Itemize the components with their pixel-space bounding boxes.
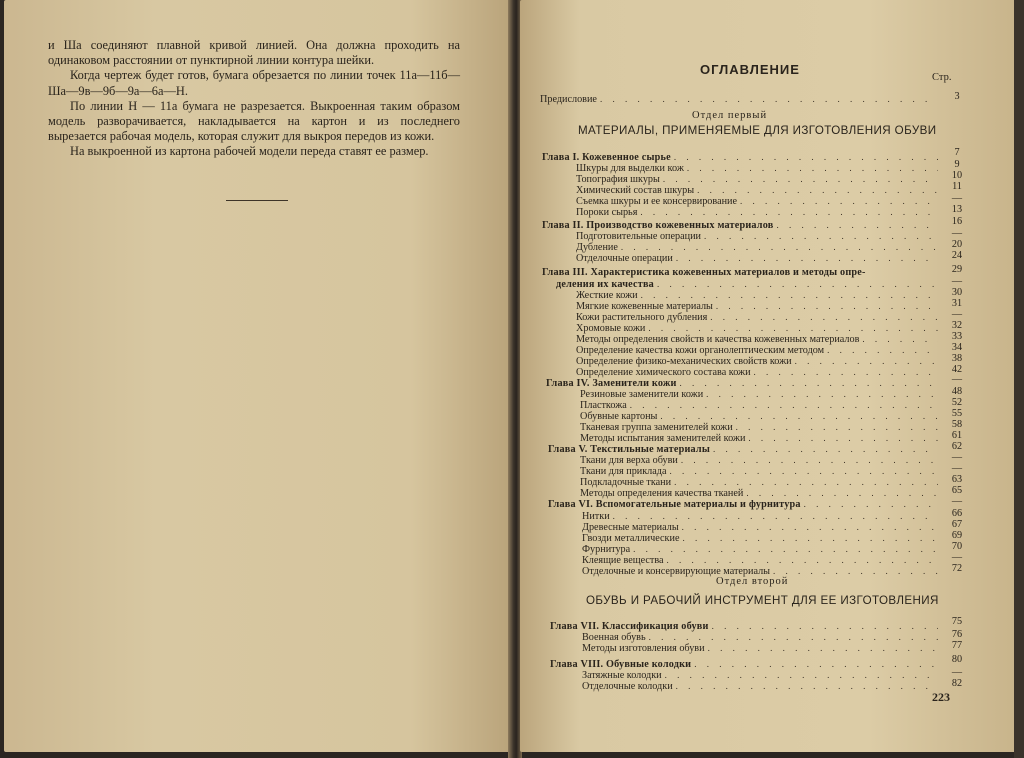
toc-entry-label: Гвозди металлические — [582, 533, 680, 544]
toc-page-number: 9 — [954, 159, 960, 170]
toc-entry-label: Определение физико-механических свойств кожи — [576, 356, 792, 367]
page-number: 223 — [932, 690, 950, 704]
toc-page-number: 30 — [951, 287, 963, 298]
toc-entry-label: Обувные картоны — [580, 411, 658, 422]
toc-entry-label: Глава V. Текстильные материалы — [548, 444, 710, 455]
toc-page-number: 75 — [951, 616, 963, 627]
toc-entry-label: Резиновые заменители кожи — [580, 389, 704, 400]
toc-page-number: 24 — [951, 250, 963, 261]
toc-entry-label: Ткани для приклада — [580, 466, 667, 477]
toc-page-number: 70 — [951, 541, 963, 552]
toc-page-number: 20 — [951, 239, 963, 250]
toc-page-number: 16 — [951, 216, 963, 227]
toc-page-number: — — [951, 552, 963, 563]
toc-entry-label: Кожи растительного дубления — [576, 312, 708, 323]
toc-entry-label: Пороки сырья — [576, 207, 638, 218]
toc-entry-label: Отделочные операции — [576, 253, 673, 264]
toc-page-number: 29 — [951, 264, 963, 275]
toc-entry — [576, 252, 938, 264]
toc-entry-label: Шкуры для выделки кож — [576, 163, 684, 174]
leader-dots — [676, 680, 938, 692]
leader-dots — [676, 252, 938, 264]
toc-page-number: — — [951, 463, 963, 474]
toc-page-number: 80 — [951, 654, 963, 665]
leader-dots — [804, 498, 938, 510]
toc-title: ОГЛАВЛЕНИЕ — [700, 62, 800, 77]
toc-entry-label: Глава VIII. Обувные колодки — [550, 659, 692, 670]
toc-page-number: 65 — [951, 485, 963, 496]
toc-page-number: — — [951, 496, 963, 507]
toc-page-number: 58 — [951, 419, 963, 430]
toc-entry-label: Глава VI. Вспомогательные материалы и фурнитура — [548, 499, 801, 510]
toc-entry-label: Предисловие — [540, 94, 597, 105]
paragraph: На выкроенной из картона рабочей модели переда ставят ее размер. — [70, 144, 429, 159]
leader-dots — [773, 565, 938, 577]
leader-dots — [708, 642, 938, 654]
toc-page-number: — — [951, 193, 963, 204]
toc-entry-label: Определение химического состава кожи — [576, 367, 751, 378]
paragraph: Когда чертеж будет готов, бумага обрезается по линии точек 11а—11б—Ша—9в—9б—9а—6а—Н. — [48, 68, 460, 98]
toc-entry-label: Клеящие вещества — [582, 555, 664, 566]
leader-dots — [600, 93, 938, 105]
toc-page-number: 31 — [951, 298, 963, 309]
toc-page-number: — — [951, 309, 963, 320]
leader-dots — [640, 206, 938, 218]
part1-label: Отдел первый — [692, 110, 768, 121]
toc-page-number: 52 — [951, 397, 963, 408]
page-edge — [1014, 0, 1024, 758]
paragraph: и Ша соединяют плавной кривой линией. Она должна проходить на одинаковом расстоянии от пунктирной линии контура шейки. — [48, 38, 460, 68]
section-divider — [226, 200, 288, 201]
page-column-label: Стр. — [932, 72, 952, 83]
toc-entry-label: Глава III. Характеристика кожевенных материалов и методы опре- — [542, 267, 866, 278]
toc-entry-label: Методы определения качества тканей — [580, 488, 744, 499]
toc-page-number: 42 — [951, 364, 963, 375]
toc-entry — [582, 565, 938, 577]
toc-entry-label: Пласткожа — [580, 400, 627, 411]
part2-label: Отдел второй — [716, 576, 789, 587]
toc-entry-label: Глава IV. Заменители кожи — [546, 378, 677, 389]
toc-page-number: 38 — [951, 353, 963, 364]
toc-entry-label: Методы изготовления обуви — [582, 643, 705, 654]
toc-page-number: — — [951, 276, 963, 287]
toc-page-number: 77 — [951, 640, 963, 651]
part2-title: ОБУВЬ И РАБОЧИЙ ИНСТРУМЕНТ ДЛЯ ЕЕ ИЗГОТОВЛЕНИЯ — [586, 594, 939, 607]
toc-page-number: 62 — [951, 441, 963, 452]
toc-page-number: 61 — [951, 430, 963, 441]
toc-page-number: 10 — [951, 170, 963, 181]
toc-page-number: 76 — [951, 629, 963, 640]
toc-page-number: 63 — [951, 474, 963, 485]
toc-entry-label: Тканевая группа заменителей кожи — [580, 422, 733, 433]
left-page-text — [48, 38, 460, 160]
toc-entry-label: Мягкие кожевенные материалы — [576, 301, 713, 312]
toc-entry-label: Хромовые кожи — [576, 323, 646, 334]
toc-entry-label: Нитки — [582, 511, 610, 522]
toc-page-number: 33 — [951, 331, 963, 342]
part1-title: МАТЕРИАЛЫ, ПРИМЕНЯЕМЫЕ ДЛЯ ИЗГОТОВЛЕНИЯ ОБУВИ — [578, 124, 937, 137]
toc-entry — [540, 93, 938, 105]
toc-page-number: 82 — [951, 678, 963, 689]
toc-entry-label: Подготовительные операции — [576, 231, 702, 242]
toc-page-number: 3 — [954, 91, 960, 102]
toc-page-number: — — [951, 452, 963, 463]
toc-entry-label: Глава VII. Классификация обуви — [550, 621, 709, 632]
toc-page-number: 69 — [951, 530, 963, 541]
toc-chapter-entry — [548, 498, 938, 510]
toc-entry-label: Глава II. Производство кожевенных материалов — [542, 220, 774, 231]
toc-entry-label: деления их качества — [556, 279, 654, 290]
toc-entry-label: Отделочные колодки — [582, 681, 673, 692]
toc-page-number: 34 — [951, 342, 963, 353]
toc-entry-label: Дубление — [576, 242, 618, 253]
toc-page-number: 48 — [951, 386, 963, 397]
toc-entry-label: Фурнитура — [582, 544, 631, 555]
paragraph: По линии Н — 11а бумага не разрезается. Выкроенная таким образом модель разворачивается, накладывается на картон и из последнего вырезается рабочая модель, которая служит для выкроя передов из кожи. — [48, 98, 460, 144]
toc-entry-label: Ткани для верха обуви — [580, 455, 678, 466]
toc-entry — [582, 680, 938, 692]
toc-entry-label: Древесные материалы — [582, 522, 679, 533]
toc-page-number: 55 — [951, 408, 963, 419]
toc-entry-label: Глава I. Кожевенное сырье — [542, 152, 671, 163]
toc-page-number: — — [951, 667, 963, 678]
toc-entry-label: Военная обувь — [582, 632, 646, 643]
toc-entry-label: Съемка шкуры и ее консервирование — [576, 196, 738, 207]
toc-entry-label: Методы определения свойств и качества кожевенных материалов — [576, 334, 860, 345]
toc-page-number: 72 — [951, 563, 963, 574]
toc-entry — [582, 642, 938, 654]
toc-page-number: 32 — [951, 320, 963, 331]
toc-entry-label: Отделочные и консервирующие материалы — [582, 566, 771, 577]
toc-entry-label: Подкладочные ткани — [580, 477, 672, 488]
toc-entry-label: Затяжные колодки — [582, 670, 662, 681]
toc-page-number: — — [951, 228, 963, 239]
toc-page-number: 66 — [951, 508, 963, 519]
toc-page-number: 67 — [951, 519, 963, 530]
toc-entry-label: Топография шкуры — [576, 174, 660, 185]
toc-page-number: 7 — [954, 147, 960, 158]
toc-page-number: 13 — [951, 204, 963, 215]
toc-entry-label: Химический состав шкуры — [576, 185, 695, 196]
toc-entry-label: Жесткие кожи — [576, 290, 638, 301]
toc-entry-label: Определение качества кожи органолептическим методом — [576, 345, 825, 356]
toc-entry — [576, 206, 938, 218]
toc-page-number: — — [951, 374, 963, 385]
toc-entry-label: Методы испытания заменителей кожи — [580, 433, 746, 444]
toc-page-number: 11 — [952, 181, 962, 192]
